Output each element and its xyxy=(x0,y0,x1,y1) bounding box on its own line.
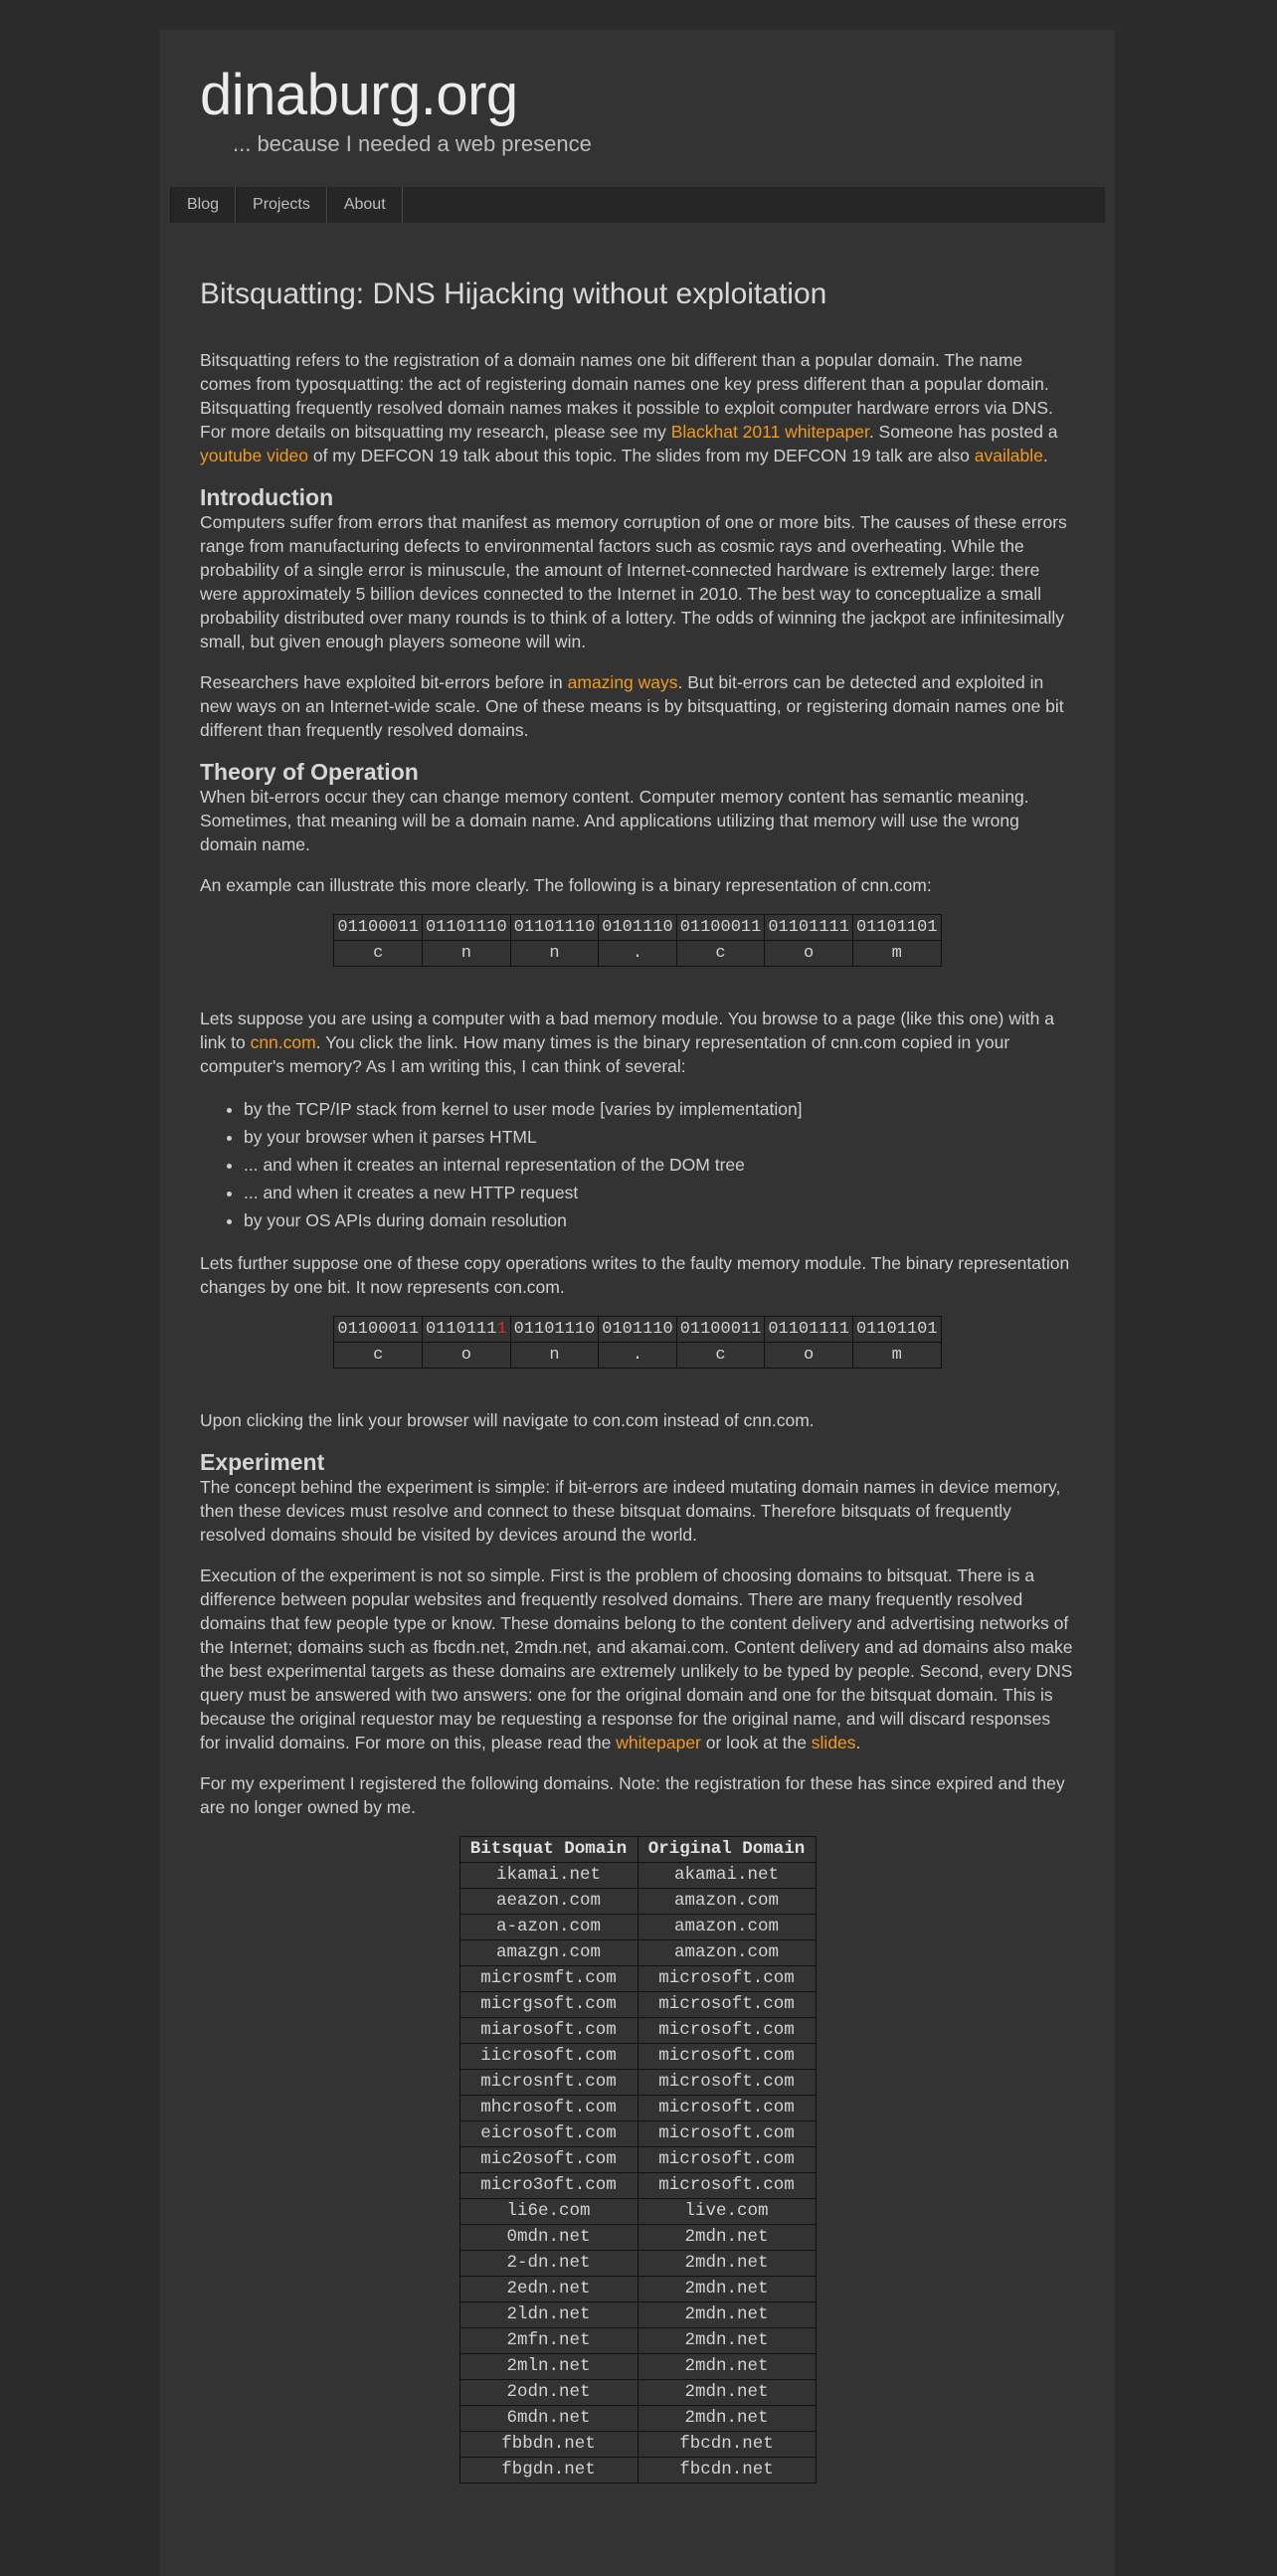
table-row xyxy=(459,2458,816,2484)
amazing-ways-link[interactable]: amazing ways xyxy=(567,672,678,692)
introduction-paragraph-1: Computers suffer from errors that manifest as memory corruption of one or more bits. The causes of these errors range from manufacturing defects to environmental factors such as cosmic rays and overheating. While the probability of a single error is minuscule, the amount of Internet-connected hardware is extremely large: there were approximately 5 billion devices connected to the Internet in 2010. The best way to conceptualize a small probability distributed over many rounds is to think of a lottery. The odds of winning the jackpot are infinitesimally small, but given enough players someone will win. xyxy=(200,512,1067,651)
table-row xyxy=(459,2251,816,2277)
binary-cell: 01100011 xyxy=(676,915,765,941)
table-row xyxy=(459,2225,816,2251)
site-tagline: ... because I needed a web presence xyxy=(233,131,592,156)
char-cell: m xyxy=(852,941,941,967)
page-container xyxy=(160,30,1115,2576)
list-item: • by your browser when it parses HTML xyxy=(244,1123,1075,1151)
con-binary-table xyxy=(333,1316,941,1369)
table-row xyxy=(459,2406,816,2432)
bitsquat-domain-cell: 2mfn.net xyxy=(459,2328,638,2354)
original-domain-cell: microsoft.com xyxy=(638,2173,816,2199)
theory-p3-text-2: . You click the link. How many times is the binary representation of cnn.com copied in your computer's memory? As I am writing this, I can think of several: xyxy=(200,1032,1010,1076)
cnn-com-link[interactable]: cnn.com xyxy=(250,1032,316,1052)
original-domain-cell: 2mdn.net xyxy=(638,2354,816,2380)
original-domain-cell: fbcdn.net xyxy=(638,2458,816,2484)
binary-prefix: 0110111 xyxy=(426,1320,497,1339)
bitsquat-domain-cell: micrgsoft.com xyxy=(459,1992,638,2018)
table-row xyxy=(459,1992,816,2018)
table-row xyxy=(459,2018,816,2044)
bitsquat-domain-cell: li6e.com xyxy=(459,2199,638,2225)
intro-text-2: . Someone has posted a xyxy=(868,422,1058,442)
char-cell: n xyxy=(423,941,511,967)
table-row xyxy=(459,1863,816,1889)
article xyxy=(200,276,1075,2484)
binary-cell: 0101110 xyxy=(599,915,676,941)
cnn-binary-table xyxy=(333,914,941,967)
experiment-paragraph-1: The concept behind the experiment is simple: if bit-errors are indeed mutating domain names in device memory, then these devices must resolve and connect to these bitsquat domains. Therefore bitsquats of frequently resolved domains should be visited by devices around the world. xyxy=(200,1477,1061,1545)
char-cell: c xyxy=(676,1343,765,1369)
nav-bar xyxy=(170,187,1105,223)
original-domain-cell: microsoft.com xyxy=(638,2121,816,2147)
intro-text-3: of my DEFCON 19 talk about this topic. The slides from my DEFCON 19 talk are also xyxy=(307,446,975,465)
site-title[interactable]: dinaburg.org xyxy=(200,63,518,127)
blackhat-whitepaper-link[interactable]: Blackhat 2011 whitepaper xyxy=(670,422,869,442)
char-cell: c xyxy=(676,941,765,967)
char-cell: . xyxy=(599,1343,676,1369)
bitsquat-domain-cell: iicrosoft.com xyxy=(459,2044,638,2070)
introduction-paragraph-2 xyxy=(200,670,1075,742)
introduction-p2-text-2: . But bit-errors can be detected and exploited in new ways on an Internet-wide scale. One of these means is by bitsquatting, or registering domain names one bit different than frequently resolved domains. xyxy=(200,672,1064,740)
binary-cell: 01101111 xyxy=(765,915,853,941)
original-domain-cell: 2mdn.net xyxy=(638,2328,816,2354)
char-cell: m xyxy=(852,1343,941,1369)
experiment-p2-text-2: or look at the xyxy=(700,1733,812,1752)
column-header-original: Original Domain xyxy=(638,1837,816,1863)
char-cell: o xyxy=(765,1343,853,1369)
bitsquat-domain-cell: 6mdn.net xyxy=(459,2406,638,2432)
table-row xyxy=(459,2096,816,2121)
table-row xyxy=(459,2147,816,2173)
nav-blog-link[interactable]: Blog xyxy=(170,187,236,223)
nav-projects-link[interactable]: Projects xyxy=(236,187,327,223)
original-domain-cell: microsoft.com xyxy=(638,1992,816,2018)
cnn-binary-row xyxy=(334,915,941,941)
bitsquat-domain-cell: 2edn.net xyxy=(459,2277,638,2302)
table-row xyxy=(459,2328,816,2354)
introduction-p2-text-1: Researchers have exploited bit-errors before in xyxy=(200,672,568,692)
table-row xyxy=(459,2199,816,2225)
bitsquat-domain-cell: mic2osoft.com xyxy=(459,2147,638,2173)
original-domain-cell: microsoft.com xyxy=(638,2147,816,2173)
bitsquat-domain-cell: microsmft.com xyxy=(459,1966,638,1992)
copy-operations-list xyxy=(200,1095,1075,1234)
bitsquat-domain-cell: ikamai.net xyxy=(459,1863,638,1889)
table-row xyxy=(459,2173,816,2199)
original-domain-cell: amazon.com xyxy=(638,1915,816,1940)
intro-text-4: . xyxy=(1042,446,1048,465)
original-domain-cell: 2mdn.net xyxy=(638,2251,816,2277)
theory-paragraph-5: Upon clicking the link your browser will navigate to con.com instead of cnn.com. xyxy=(200,1410,815,1430)
binary-cell: 0101110 xyxy=(599,1317,676,1343)
char-cell: c xyxy=(334,1343,423,1369)
list-item: • by the TCP/IP stack from kernel to user mode [varies by implementation] xyxy=(244,1095,1075,1123)
bitsquat-domain-cell: aeazon.com xyxy=(459,1889,638,1915)
flipped-bit: 1 xyxy=(496,1320,507,1339)
con-binary-row xyxy=(334,1317,941,1343)
bitsquat-domain-cell: micro3oft.com xyxy=(459,2173,638,2199)
original-domain-cell: 2mdn.net xyxy=(638,2302,816,2328)
original-domain-cell: microsoft.com xyxy=(638,1966,816,1992)
table-header-row xyxy=(459,1837,816,1863)
list-item: • ... and when it creates an internal representation of the DOM tree xyxy=(244,1151,1075,1179)
table-row xyxy=(459,2277,816,2302)
char-cell: o xyxy=(423,1343,511,1369)
introduction-heading: Introduction xyxy=(200,484,334,510)
original-domain-cell: 2mdn.net xyxy=(638,2406,816,2432)
article-title: Bitsquatting: DNS Hijacking without exploitation xyxy=(200,277,827,310)
original-domain-cell: fbcdn.net xyxy=(638,2432,816,2458)
bitsquat-domains-table xyxy=(459,1836,817,2484)
bitsquat-domain-cell: amazgn.com xyxy=(459,1940,638,1966)
binary-cell: 01101110 xyxy=(423,915,511,941)
experiment-heading: Experiment xyxy=(200,1449,325,1475)
original-domain-cell: live.com xyxy=(638,2199,816,2225)
slides-link[interactable]: slides xyxy=(811,1733,856,1752)
theory-paragraph-2: An example can illustrate this more clearly. The following is a binary representation of cnn.com: xyxy=(200,875,932,895)
column-header-bitsquat: Bitsquat Domain xyxy=(459,1837,638,1863)
char-cell: n xyxy=(510,1343,599,1369)
table-row xyxy=(459,2380,816,2406)
original-domain-cell: 2mdn.net xyxy=(638,2380,816,2406)
bitsquat-domain-cell: eicrosoft.com xyxy=(459,2121,638,2147)
binary-cell: 01101110 xyxy=(510,915,599,941)
binary-cell: 01101101 xyxy=(852,1317,941,1343)
whitepaper-link[interactable]: whitepaper xyxy=(616,1733,701,1752)
original-domain-cell: microsoft.com xyxy=(638,2096,816,2121)
original-domain-cell: amazon.com xyxy=(638,1889,816,1915)
char-cell: n xyxy=(510,941,599,967)
experiment-paragraph-2 xyxy=(200,1564,1075,1754)
original-domain-cell: microsoft.com xyxy=(638,2018,816,2044)
theory-p3-text-1: Lets suppose you are using a computer with a bad memory module. You browse to a page (like this one) with a link to xyxy=(200,1009,1054,1052)
experiment-paragraph-3: For my experiment I registered the following domains. Note: the registration for these has since expired and they are no longer owned by me. xyxy=(200,1773,1065,1817)
bitsquat-domain-cell: 2-dn.net xyxy=(459,2251,638,2277)
original-domain-cell: microsoft.com xyxy=(638,2044,816,2070)
binary-cell-flipped xyxy=(423,1317,511,1343)
table-row xyxy=(459,1889,816,1915)
intro-text-1: Bitsquatting refers to the registration of a domain names one bit different than a popular domain. The name comes from typosquatting: the act of registering domain names one key press different than a popular domain. Bitsquatting frequently resolved domain names makes it possible to exploit computer hardware errors via DNS. For more details on bitsquatting my research, please see my xyxy=(200,350,1053,442)
binary-cell: 01100011 xyxy=(676,1317,765,1343)
bitsquat-domain-cell: mhcrosoft.com xyxy=(459,2096,638,2121)
bitsquat-domain-cell: fbbdn.net xyxy=(459,2432,638,2458)
bitsquat-domain-cell: a-azon.com xyxy=(459,1915,638,1940)
theory-paragraph-3 xyxy=(200,1007,1075,1078)
binary-cell: 01100011 xyxy=(334,1317,423,1343)
table-row xyxy=(459,2070,816,2096)
char-cell: o xyxy=(765,941,853,967)
table-row xyxy=(459,1940,816,1966)
theory-paragraph-4: Lets further suppose one of these copy operations writes to the faulty memory module. The binary representation changes by one bit. It now represents con.com. xyxy=(200,1253,1070,1297)
bitsquat-domain-cell: 2ldn.net xyxy=(459,2302,638,2328)
table-row xyxy=(459,2354,816,2380)
youtube-video-link[interactable]: youtube video xyxy=(200,446,308,465)
table-row xyxy=(459,2121,816,2147)
experiment-p2-text-3: . xyxy=(855,1733,861,1752)
bitsquat-domain-cell: microsnft.com xyxy=(459,2070,638,2096)
binary-cell: 01101110 xyxy=(510,1317,599,1343)
table-row xyxy=(459,1915,816,1940)
nav-about-link[interactable]: About xyxy=(327,187,403,223)
table-row xyxy=(459,2432,816,2458)
original-domain-cell: amazon.com xyxy=(638,1940,816,1966)
table-row xyxy=(459,1966,816,1992)
cnn-char-row xyxy=(334,941,941,967)
binary-cell: 01101101 xyxy=(852,915,941,941)
bitsquat-domain-cell: fbgdn.net xyxy=(459,2458,638,2484)
char-cell: . xyxy=(599,941,676,967)
experiment-p2-text-1: Execution of the experiment is not so simple. First is the problem of choosing domains to bitsquat. There is a difference between popular websites and frequently resolved domains. There are many frequently resolved domains that few people type or know. These domains belong to the content delivery and advertising networks of the Internet; domains such as fbcdn.net, 2mdn.net, and akamai.com. Content delivery and ad domains also make the best experimental targets as these domains are extremely unlikely to be typed by people. Second, every DNS query must be answered with two answers: one for the original domain and one for the bitsquat domain. This is because the original requestor may be requesting a response for the original name, and will discard responses for invalid domains. For more on this, please read the xyxy=(200,1565,1073,1752)
binary-cell: 01101111 xyxy=(765,1317,853,1343)
original-domain-cell: akamai.net xyxy=(638,1863,816,1889)
original-domain-cell: 2mdn.net xyxy=(638,2277,816,2302)
char-cell: c xyxy=(334,941,423,967)
theory-paragraph-1: When bit-errors occur they can change memory content. Computer memory content has semantic meaning. Sometimes, that meaning will be a domain name. And applications utilizing that memory will use the wrong domain name. xyxy=(200,787,1029,854)
intro-paragraph xyxy=(200,348,1075,467)
table-row xyxy=(459,2302,816,2328)
con-char-row xyxy=(334,1343,941,1369)
table-row xyxy=(459,2044,816,2070)
bitsquat-domain-cell: 0mdn.net xyxy=(459,2225,638,2251)
list-item: • by your OS APIs during domain resolution xyxy=(244,1206,1075,1234)
list-item: • ... and when it creates a new HTTP request xyxy=(244,1179,1075,1206)
bitsquat-domain-cell: miarosoft.com xyxy=(459,2018,638,2044)
binary-cell: 01100011 xyxy=(334,915,423,941)
original-domain-cell: 2mdn.net xyxy=(638,2225,816,2251)
slides-available-link[interactable]: available xyxy=(974,446,1043,465)
bitsquat-domain-cell: 2odn.net xyxy=(459,2380,638,2406)
bitsquat-domain-cell: 2mln.net xyxy=(459,2354,638,2380)
domain-table-body xyxy=(459,1863,816,2484)
original-domain-cell: microsoft.com xyxy=(638,2070,816,2096)
theory-heading: Theory of Operation xyxy=(200,759,419,785)
